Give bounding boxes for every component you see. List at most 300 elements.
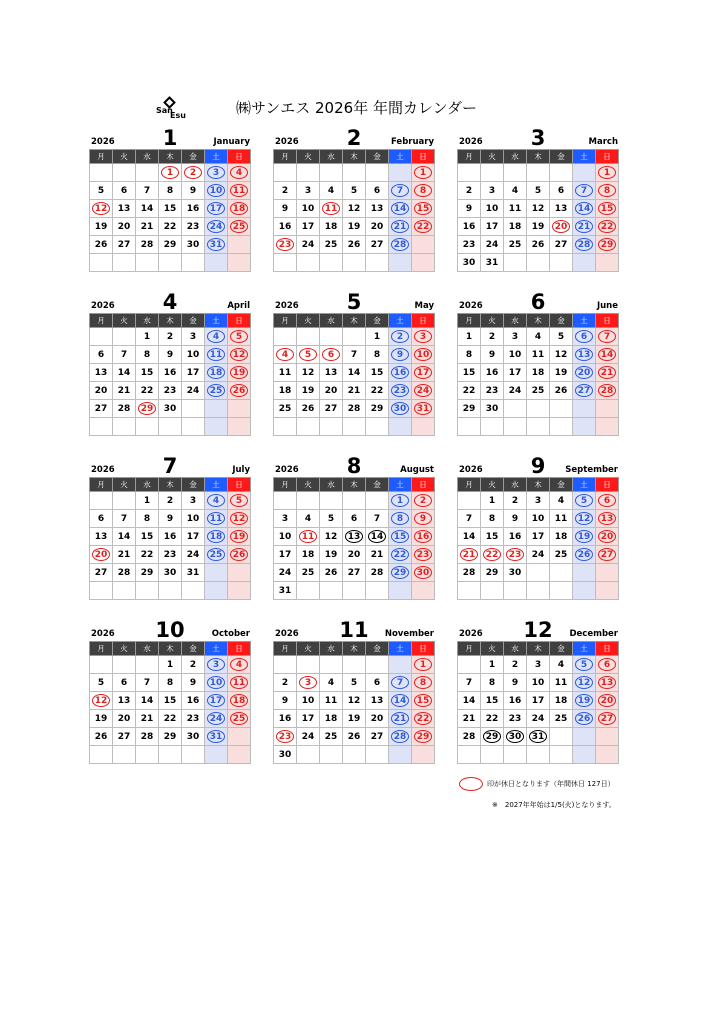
weekday-header: 月 [274, 150, 297, 164]
month-4 [89, 292, 251, 436]
day-cell: 20 [366, 710, 389, 728]
holiday-oval-icon [459, 777, 483, 791]
day-cell: 2 [412, 492, 435, 510]
weekday-header: 水 [504, 150, 527, 164]
day-cell: 2 [481, 328, 504, 346]
weekday-header: 金 [366, 150, 389, 164]
month-table [273, 149, 435, 272]
empty-cell [573, 728, 596, 746]
day-cell: 26 [90, 236, 113, 254]
day-cell: 9 [458, 200, 481, 218]
day-cell: 9 [274, 200, 297, 218]
day-cell: 21 [573, 218, 596, 236]
page-title: ㈱サンエス 2026年 年間カレンダー [236, 99, 477, 117]
day-cell: 23 [458, 236, 481, 254]
weekday-header: 水 [136, 314, 159, 328]
day-cell: 27 [90, 400, 113, 418]
day-cell: 13 [90, 364, 113, 382]
day-cell: 26 [573, 546, 596, 564]
month-header [457, 456, 619, 477]
weekday-header: 火 [481, 150, 504, 164]
day-cell: 17 [297, 218, 320, 236]
day-cell: 3 [182, 328, 205, 346]
empty-cell [504, 582, 527, 600]
day-cell: 1 [481, 492, 504, 510]
day-cell: 7 [573, 182, 596, 200]
day-cell: 8 [481, 510, 504, 528]
weekday-header: 月 [274, 478, 297, 492]
day-cell: 7 [389, 182, 412, 200]
month-name-en: October [211, 629, 250, 639]
empty-cell [458, 656, 481, 674]
day-cell: 26 [228, 382, 251, 400]
day-cell: 14 [458, 692, 481, 710]
day-cell: 23 [182, 218, 205, 236]
day-cell: 25 [228, 710, 251, 728]
day-cell: 8 [366, 346, 389, 364]
day-cell: 15 [458, 364, 481, 382]
empty-cell [504, 164, 527, 182]
month-name-en: February [390, 137, 434, 147]
month-header [89, 620, 251, 641]
day-cell: 24 [527, 546, 550, 564]
day-cell: 6 [90, 346, 113, 364]
empty-cell [90, 164, 113, 182]
day-cell: 8 [159, 182, 182, 200]
day-cell: 3 [504, 328, 527, 346]
month-name-en: July [232, 465, 250, 475]
day-cell: 30 [458, 254, 481, 272]
empty-cell [320, 418, 343, 436]
weekday-header: 木 [343, 150, 366, 164]
month-3 [457, 128, 619, 272]
day-cell: 7 [113, 510, 136, 528]
day-cell: 12 [320, 528, 343, 546]
day-cell: 28 [343, 400, 366, 418]
day-cell: 3 [481, 182, 504, 200]
empty-cell [481, 418, 504, 436]
day-cell: 7 [113, 346, 136, 364]
month-header [89, 292, 251, 313]
empty-cell [297, 656, 320, 674]
day-cell: 19 [90, 218, 113, 236]
day-cell: 18 [320, 710, 343, 728]
day-cell: 4 [527, 328, 550, 346]
day-cell: 28 [113, 564, 136, 582]
weekday-header: 火 [481, 478, 504, 492]
weekday-header: 日 [228, 642, 251, 656]
day-cell: 16 [159, 528, 182, 546]
month-table [457, 477, 619, 600]
day-cell: 16 [412, 528, 435, 546]
day-cell: 13 [573, 346, 596, 364]
weekday-header: 日 [596, 150, 619, 164]
day-cell: 15 [389, 528, 412, 546]
day-cell: 25 [527, 382, 550, 400]
weekday-header: 火 [113, 150, 136, 164]
day-cell: 19 [573, 692, 596, 710]
empty-cell [573, 254, 596, 272]
day-cell: 10 [205, 674, 228, 692]
day-cell: 8 [412, 182, 435, 200]
empty-cell [527, 164, 550, 182]
day-cell: 17 [205, 692, 228, 710]
day-cell: 15 [136, 528, 159, 546]
day-cell: 24 [481, 236, 504, 254]
logo-word-1: San [156, 106, 173, 115]
day-cell: 12 [228, 510, 251, 528]
month-number: 3 [530, 126, 546, 150]
day-cell: 1 [366, 328, 389, 346]
day-cell: 18 [527, 364, 550, 382]
weekday-header: 月 [90, 314, 113, 328]
day-cell: 19 [90, 710, 113, 728]
day-cell: 15 [366, 364, 389, 382]
weekday-header: 日 [596, 314, 619, 328]
day-cell: 5 [320, 510, 343, 528]
day-cell: 7 [458, 510, 481, 528]
month-table [273, 313, 435, 436]
day-cell: 3 [297, 674, 320, 692]
month-name-en: August [400, 465, 434, 475]
day-cell: 19 [228, 364, 251, 382]
month-table [89, 313, 251, 436]
day-cell: 3 [205, 164, 228, 182]
day-cell: 3 [205, 656, 228, 674]
logo-word-2: Esu [170, 111, 186, 120]
day-cell: 16 [274, 218, 297, 236]
day-cell: 16 [274, 710, 297, 728]
day-cell: 11 [228, 182, 251, 200]
empty-cell [274, 418, 297, 436]
day-cell: 23 [389, 382, 412, 400]
empty-cell [274, 164, 297, 182]
day-cell: 6 [320, 346, 343, 364]
day-cell: 9 [504, 510, 527, 528]
month-year: 2026 [459, 137, 483, 147]
day-cell: 7 [366, 510, 389, 528]
day-cell: 18 [297, 546, 320, 564]
empty-cell [297, 746, 320, 764]
weekday-header: 月 [458, 478, 481, 492]
day-cell: 5 [527, 182, 550, 200]
day-cell: 26 [297, 400, 320, 418]
month-year: 2026 [459, 301, 483, 311]
day-cell: 31 [481, 254, 504, 272]
empty-cell [182, 418, 205, 436]
day-cell: 23 [504, 710, 527, 728]
empty-cell [596, 746, 619, 764]
day-cell: 11 [550, 674, 573, 692]
weekday-header: 金 [182, 150, 205, 164]
day-cell: 5 [228, 328, 251, 346]
month-5 [273, 292, 435, 436]
day-cell: 19 [573, 528, 596, 546]
day-cell: 27 [366, 236, 389, 254]
day-cell: 2 [274, 182, 297, 200]
empty-cell [90, 656, 113, 674]
day-cell: 18 [274, 382, 297, 400]
empty-cell [297, 328, 320, 346]
empty-cell [113, 746, 136, 764]
weekday-header: 日 [412, 478, 435, 492]
day-cell: 28 [458, 564, 481, 582]
day-cell: 27 [550, 236, 573, 254]
day-cell: 13 [113, 200, 136, 218]
day-cell: 23 [274, 728, 297, 746]
day-cell: 23 [159, 382, 182, 400]
month-table [457, 149, 619, 272]
day-cell: 29 [596, 236, 619, 254]
weekday-header: 金 [550, 150, 573, 164]
weekday-header: 火 [481, 314, 504, 328]
day-cell: 13 [366, 692, 389, 710]
day-cell: 4 [205, 328, 228, 346]
day-cell: 18 [205, 528, 228, 546]
day-cell: 4 [228, 656, 251, 674]
day-cell: 14 [458, 528, 481, 546]
empty-cell [366, 164, 389, 182]
day-cell: 20 [320, 382, 343, 400]
day-cell: 5 [343, 182, 366, 200]
empty-cell [550, 164, 573, 182]
weekday-header: 木 [527, 314, 550, 328]
day-cell: 13 [366, 200, 389, 218]
month-header [457, 128, 619, 149]
month-name-en: May [414, 301, 434, 311]
day-cell: 16 [504, 528, 527, 546]
day-cell: 3 [527, 656, 550, 674]
empty-cell [136, 656, 159, 674]
day-cell: 15 [481, 692, 504, 710]
day-cell: 14 [596, 346, 619, 364]
month-9 [457, 456, 619, 600]
day-cell: 19 [343, 710, 366, 728]
day-cell: 12 [573, 510, 596, 528]
day-cell: 30 [182, 728, 205, 746]
day-cell: 11 [205, 510, 228, 528]
day-cell: 8 [596, 182, 619, 200]
empty-cell [228, 400, 251, 418]
empty-cell [573, 164, 596, 182]
day-cell: 3 [527, 492, 550, 510]
day-cell: 21 [596, 364, 619, 382]
day-cell: 6 [113, 182, 136, 200]
day-cell: 18 [550, 528, 573, 546]
empty-cell [389, 582, 412, 600]
weekday-header: 火 [113, 478, 136, 492]
empty-cell [274, 656, 297, 674]
day-cell: 28 [136, 728, 159, 746]
day-cell: 19 [320, 546, 343, 564]
weekday-header: 水 [320, 642, 343, 656]
day-cell: 10 [481, 200, 504, 218]
weekday-header: 日 [412, 642, 435, 656]
empty-cell [320, 328, 343, 346]
day-cell: 17 [205, 200, 228, 218]
weekday-header: 水 [320, 314, 343, 328]
weekday-header: 土 [205, 642, 228, 656]
weekday-header: 土 [205, 150, 228, 164]
month-year: 2026 [91, 465, 115, 475]
day-cell: 30 [389, 400, 412, 418]
day-cell: 15 [481, 528, 504, 546]
month-header [273, 292, 435, 313]
day-cell: 7 [136, 674, 159, 692]
weekday-header: 木 [527, 642, 550, 656]
weekday-header: 土 [205, 314, 228, 328]
day-cell: 27 [320, 400, 343, 418]
empty-cell [481, 746, 504, 764]
empty-cell [389, 656, 412, 674]
empty-cell [113, 164, 136, 182]
day-cell: 10 [412, 346, 435, 364]
weekday-header: 水 [504, 314, 527, 328]
day-cell: 11 [205, 346, 228, 364]
day-cell: 13 [343, 528, 366, 546]
day-cell: 27 [596, 546, 619, 564]
month-8 [273, 456, 435, 600]
weekday-header: 火 [297, 642, 320, 656]
day-cell: 16 [182, 692, 205, 710]
day-cell: 14 [136, 692, 159, 710]
day-cell: 11 [297, 528, 320, 546]
weekday-header: 土 [573, 478, 596, 492]
empty-cell [90, 492, 113, 510]
month-name-en: June [596, 301, 618, 311]
day-cell: 1 [389, 492, 412, 510]
day-cell: 4 [297, 510, 320, 528]
day-cell: 1 [412, 656, 435, 674]
empty-cell [228, 564, 251, 582]
day-cell: 1 [136, 492, 159, 510]
empty-cell [343, 328, 366, 346]
day-cell: 10 [527, 674, 550, 692]
day-cell: 7 [596, 328, 619, 346]
empty-cell [228, 418, 251, 436]
empty-cell [205, 254, 228, 272]
day-cell: 4 [228, 164, 251, 182]
day-cell: 14 [113, 364, 136, 382]
day-cell: 13 [113, 692, 136, 710]
empty-cell [159, 254, 182, 272]
weekday-header: 日 [412, 314, 435, 328]
empty-cell [228, 236, 251, 254]
day-cell: 11 [550, 510, 573, 528]
day-cell: 16 [159, 364, 182, 382]
empty-cell [527, 564, 550, 582]
day-cell: 5 [90, 182, 113, 200]
day-cell: 24 [412, 382, 435, 400]
company-logo [156, 98, 186, 120]
empty-cell [113, 492, 136, 510]
empty-cell [159, 418, 182, 436]
empty-cell [550, 728, 573, 746]
weekday-header: 土 [573, 314, 596, 328]
day-cell: 15 [412, 200, 435, 218]
weekday-header: 火 [297, 314, 320, 328]
day-cell: 10 [182, 510, 205, 528]
empty-cell [412, 746, 435, 764]
weekday-header: 木 [159, 314, 182, 328]
empty-cell [90, 418, 113, 436]
weekday-header: 日 [228, 478, 251, 492]
day-cell: 22 [389, 546, 412, 564]
day-cell: 31 [412, 400, 435, 418]
empty-cell [389, 746, 412, 764]
day-cell: 11 [228, 674, 251, 692]
month-number: 8 [346, 454, 362, 478]
weekday-header: 月 [458, 642, 481, 656]
weekday-header: 土 [389, 314, 412, 328]
day-cell: 18 [228, 692, 251, 710]
empty-cell [412, 418, 435, 436]
day-cell: 22 [136, 546, 159, 564]
footnote: ※ 2027年年始は1/5(火)となります。 [492, 801, 616, 809]
day-cell: 21 [458, 546, 481, 564]
day-cell: 30 [159, 564, 182, 582]
weekday-header: 金 [550, 642, 573, 656]
day-cell: 22 [481, 710, 504, 728]
month-11 [273, 620, 435, 764]
day-cell: 20 [366, 218, 389, 236]
day-cell: 8 [136, 510, 159, 528]
day-cell: 6 [573, 328, 596, 346]
day-cell: 9 [504, 674, 527, 692]
empty-cell [458, 418, 481, 436]
weekday-header: 金 [182, 642, 205, 656]
weekday-header: 日 [412, 150, 435, 164]
day-cell: 29 [366, 400, 389, 418]
empty-cell [596, 582, 619, 600]
empty-cell [412, 236, 435, 254]
day-cell: 5 [297, 346, 320, 364]
day-cell: 15 [596, 200, 619, 218]
day-cell: 14 [136, 200, 159, 218]
empty-cell [205, 582, 228, 600]
month-year: 2026 [91, 629, 115, 639]
empty-cell [297, 418, 320, 436]
day-cell: 14 [343, 364, 366, 382]
day-cell: 9 [389, 346, 412, 364]
day-cell: 17 [481, 218, 504, 236]
day-cell: 8 [458, 346, 481, 364]
day-cell: 18 [205, 364, 228, 382]
day-cell: 25 [228, 218, 251, 236]
day-cell: 10 [182, 346, 205, 364]
empty-cell [343, 164, 366, 182]
day-cell: 18 [550, 692, 573, 710]
day-cell: 10 [297, 200, 320, 218]
day-cell: 14 [366, 528, 389, 546]
day-cell: 5 [90, 674, 113, 692]
day-cell: 31 [527, 728, 550, 746]
day-cell: 7 [136, 182, 159, 200]
empty-cell [550, 418, 573, 436]
day-cell: 1 [136, 328, 159, 346]
day-cell: 10 [205, 182, 228, 200]
empty-cell [527, 400, 550, 418]
empty-cell [343, 582, 366, 600]
empty-cell [320, 582, 343, 600]
day-cell: 15 [136, 364, 159, 382]
day-cell: 27 [90, 564, 113, 582]
day-cell: 4 [320, 182, 343, 200]
empty-cell [343, 418, 366, 436]
day-cell: 20 [596, 528, 619, 546]
day-cell: 9 [274, 692, 297, 710]
day-cell: 28 [458, 728, 481, 746]
